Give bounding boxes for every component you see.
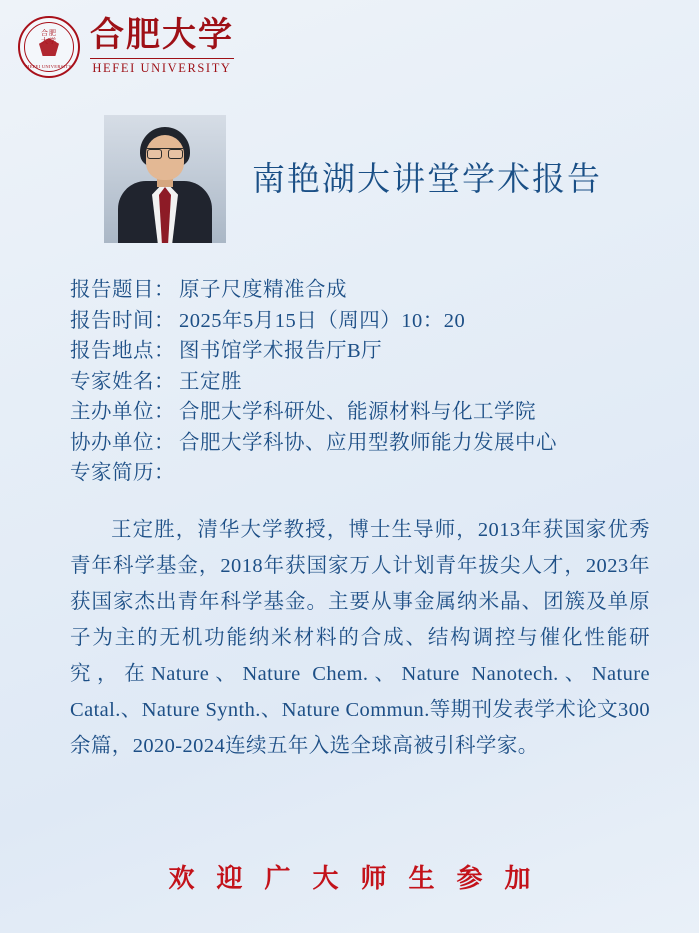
info-label-speaker: 专家姓名： (70, 370, 175, 393)
university-logo (18, 16, 234, 78)
info-value-venue: 图书馆学术报告厅B厅 (179, 340, 383, 362)
info-label-topic: 报告题目： (70, 279, 175, 301)
portrait-glasses-icon (147, 148, 183, 157)
info-row-venue (70, 336, 650, 367)
info-row-coorganizer (70, 428, 650, 459)
info-label-coorganizer: 协办单位： (70, 431, 175, 454)
info-row-time (70, 306, 650, 337)
university-seal-icon (18, 16, 80, 78)
page-title: 南艳湖大讲堂学术报告 (252, 162, 602, 198)
info-row-biography (70, 458, 650, 489)
info-row-topic (70, 275, 650, 306)
welcome-line: 欢迎广大师生参加 (168, 864, 553, 893)
speaker-biography: 王定胜，清华大学教授，博士生导师，2013年获国家优秀青年科学基金，2018年获国家万人计划青年拔尖人才，2023年获国家杰出青年科学基金。主要从事金属纳米晶、团簇及单原子为主的无机功能纳米材料的合成、结构调控与催化性能研究，在Nature、Nature Chem.、Nature Nanotech.、Nature Catal.、Nature Synth.、Nature Commun.等期刊发表学术论文300余篇，2020-2024连续五年入选全球高被引科学家。 (70, 519, 650, 757)
info-label-biography: 专家简历： (70, 462, 175, 484)
lecture-info-list (70, 275, 650, 489)
logo-wordmark-en: HEFEI UNIVERSITY (90, 58, 234, 75)
info-label-venue: 报告地点： (70, 340, 175, 362)
info-label-organizer: 主办单位： (70, 401, 175, 423)
logo-wordmark (90, 19, 234, 75)
speaker-portrait-photo (104, 115, 226, 243)
info-row-speaker (70, 367, 650, 398)
seal-bottom-text: HEFEI UNIVERSITY (26, 64, 72, 69)
info-row-organizer (70, 397, 650, 428)
info-value-organizer: 合肥大学科研处、能源材料与化工学院 (179, 401, 536, 423)
info-value-speaker: 王定胜 (179, 370, 242, 393)
logo-wordmark-cn: 合肥大学 (90, 17, 234, 55)
info-value-topic: 原子尺度精准合成 (179, 279, 347, 301)
poster-header-block (0, 115, 699, 245)
seal-top-text: 合肥 大学 (41, 29, 57, 46)
info-value-time: 2025年5月15日（周四）10：20 (179, 309, 466, 332)
info-label-time: 报告时间： (70, 309, 175, 332)
info-value-coorganizer: 合肥大学科协、应用型教师能力发展中心 (179, 431, 557, 454)
